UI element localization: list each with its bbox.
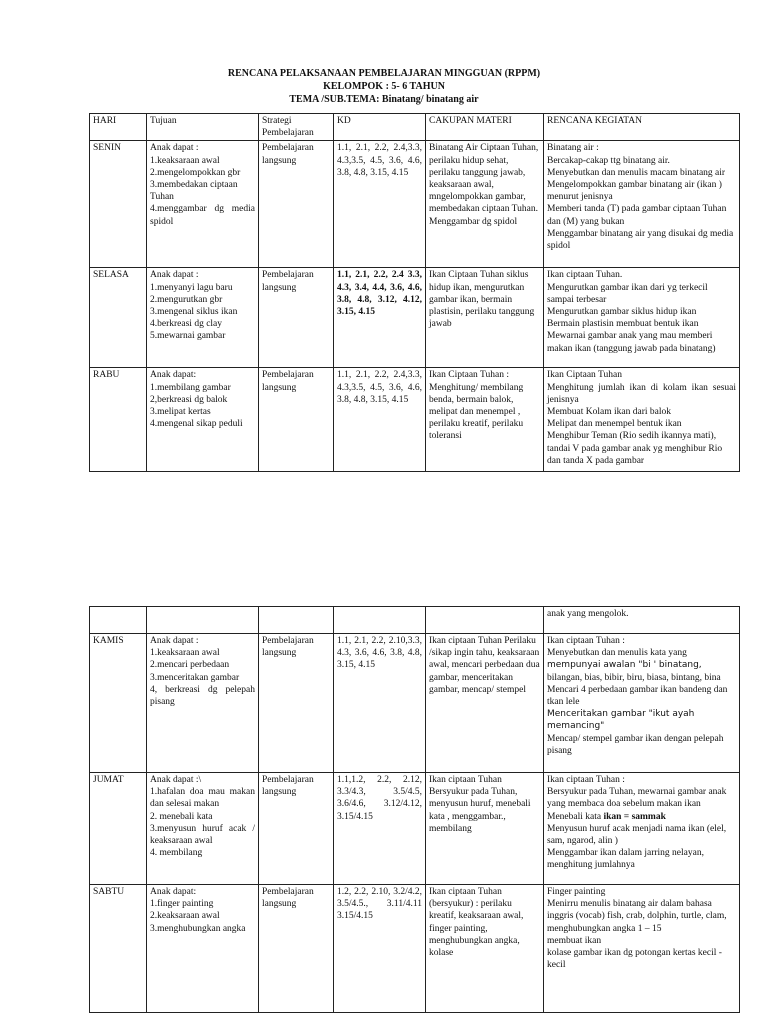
theme-label: TEMA /SUB.TEMA: Binatang/ binatang air [289, 94, 479, 105]
strategi-cell: Pembelajaran langsung [259, 634, 334, 773]
cakupan-cell: Ikan Ciptaan Tuhan siklus hidup ikan, mengurutkan gambar ikan, bermain plastisin, perilaku tanggung jawab [426, 268, 544, 368]
tujuan-cell: Anak dapat: 1.finger painting 2.keaksaraan awal 3.menghubungkan angka [147, 885, 259, 1013]
rencana-cell: Binatang air : Bercakap-cakap ttg binatang air. Menyebutkan dan menulis macam binatang air Mengelompokkan gambar binatang air (ikan ) menurut jenisnya Memberi tanda (T) pada gambar ciptaan Tuhan dan (M) yang bukan Menggambar binatang air yang disukai dg media spidol [544, 141, 740, 268]
cakupan-cell: Ikan ciptaan Tuhan Bersyukur pada Tuhan, menyusun huruf, menebali kata , menggambar., membilang [426, 773, 544, 885]
document-title: RENCANA PELAKSANAAN PEMBELAJARAN MINGGUAN (RPPM) [227, 68, 541, 79]
table-header-row [90, 114, 740, 141]
kd-cell: 1.1, 2.1, 2.2, 2.4,3.3, 4.3,3.5, 4.5, 3.6, 4.6, 3.8, 4.8, 3.15, 4.15 [334, 368, 426, 472]
rencana-cell: Ikan ciptaan Tuhan. Mengurutkan gambar ikan dari yg terkecil sampai terbesar Mengurutkan gambar siklus hidup ikan Bermain plastisin membuat bentuk ikan Mewarnai gambar anak yang mau memberi makan ikan (tanggung jawab pada binatang) [544, 268, 740, 368]
rppm-table-part-2 [89, 606, 740, 1013]
cakupan-cell: Ikan ciptaan Tuhan (bersyukur) : perilaku kreatif, keaksaraan awal, finger painting, menghubungkan angka, kolase [426, 885, 544, 1013]
table-row-senin [90, 141, 740, 268]
rencana-cell: Ikan ciptaan Tuhan : Menyebutkan dan menulis kata yang mempunyai awalan "bi ' binatang, bilangan, bias, bibir, biru, biasa, bintang, bina Mencari 4 perbedaan gambar ikan bandeng dan tkan lele Menceritakan gambar "ikut ayah memancing" Mencap/ stempel gambar ikan dengan pelepah pisang [544, 634, 740, 773]
hari-cell: RABU [90, 368, 147, 472]
table-row-continuation [90, 607, 740, 634]
hari-cell: KAMIS [90, 634, 147, 773]
rencana-cell: Ikan Ciptaan Tuhan Menghitung jumlah ikan di kolam ikan sesuai jenisnya Membuat Kolam ikan dari balok Melipat dan menempel bentuk ikan Menghibur Teman (Rio sedih ikannya mati), tandai V pada gambar anak yg menghibur Rio dan tanda X pada gambar [544, 368, 740, 472]
rencana-cell: Finger painting Menirru menulis binatang air dalam bahasa inggris (vocab) fish, crab, dolphin, turtle, clam, menghubungkan angka 1 – 15 membuat ikan kolase gambar ikan dg potongan kertas kecil - kecil [544, 885, 740, 1013]
rppm-table-part-1 [89, 113, 740, 472]
col-strategi: Strategi Pembelajaran [259, 114, 334, 141]
cakupan-cell: Ikan ciptaan Tuhan Perilaku /sikap ingin tahu, keaksaraan awal, mencari perbedaan dua gambar, menceritakan gambar, mencap/ stempel [426, 634, 544, 773]
rencana-cell: Ikan ciptaan Tuhan : Bersyukur pada Tuhan, mewarnai gambar anak yang membaca doa sebelum makan ikan Menebali kata ikan = sammak Menyusun huruf acak menjadi nama ikan (elel, sam, ngarod, alin ) Menggambar ikan dalam jarring nelayan, menghitung jumlahnya [544, 773, 740, 885]
strategi-cell: Pembelajaran langsung [259, 268, 334, 368]
hari-cell: SABTU [90, 885, 147, 1013]
hari-cell: SENIN [90, 141, 147, 268]
tujuan-cell: Anak dapat : 1.keaksaraan awal 2.mengelompokkan gbr 3.membedakan ciptaan Tuhan 4.menggambar dg media spidol [147, 141, 259, 268]
kd-cell: 1.1, 2.1, 2.2, 2.4,3.3, 4.3,3.5, 4.5, 3.6, 4.6, 3.8, 4.8, 3.15, 4.15 [334, 141, 426, 268]
table-row-selasa [90, 268, 740, 368]
col-cakupan: CAKUPAN MATERI [426, 114, 544, 141]
col-tujuan: Tujuan [147, 114, 259, 141]
table-row-sabtu [90, 885, 740, 1013]
strategi-cell: Pembelajaran langsung [259, 141, 334, 268]
strategi-cell: Pembelajaran langsung [259, 885, 334, 1013]
document-header [0, 67, 768, 106]
tujuan-cell: Anak dapat: 1.membilang gambar 2,berkreasi dg balok 3.melipat kertas 4.mengenal sikap peduli [147, 368, 259, 472]
cakupan-cell: Binatang Air Ciptaan Tuhan, perilaku hidup sehat, perilaku tanggung jawab, keaksaraan awal, mngelompokkan gambar, membedakan ciptaan Tuhan. Menggambar dg spidol [426, 141, 544, 268]
kd-cell: 1.2, 2.2, 2.10, 3.2/4.2, 3.5/4.5., 3.11/4.11 3.15/4.15 [334, 885, 426, 1013]
strategi-cell: Pembelajaran langsung [259, 773, 334, 885]
col-hari: HARI [90, 114, 147, 141]
tujuan-cell: Anak dapat : 1.menyanyi lagu baru 2.mengurutkan gbr 3.mengenal siklus ikan 4.berkreasi dg clay 5.mewarnai gambar [147, 268, 259, 368]
table-row-rabu [90, 368, 740, 472]
table-row-jumat [90, 773, 740, 885]
col-kd: KD [334, 114, 426, 141]
cakupan-cell: Ikan Ciptaan Tuhan : Menghitung/ membilang benda, bermain balok, melipat dan menempel , perilaku kreatif, perilaku toleransi [426, 368, 544, 472]
hari-cell: JUMAT [90, 773, 147, 885]
tujuan-cell: Anak dapat : 1.keaksaraan awal 2.mencari perbedaan 3.menceritakan gambar 4, berkreasi dg pelepah pisang [147, 634, 259, 773]
tujuan-cell: Anak dapat :\ 1.hafalan doa mau makan dan selesai makan 2. menebali kata 3.menyusun huruf acak / keaksaraan awal 4. membilang [147, 773, 259, 885]
hari-cell: SELASA [90, 268, 147, 368]
kd-cell: 1.1, 2.1, 2.2, 2.4 3.3, 4.3, 3.4, 4.4, 3.6, 4.6, 3.8, 4.8, 3.12, 4.12, 3.15, 4.15 [334, 268, 426, 368]
kd-cell: 1.1, 2.1, 2.2, 2.10,3.3, 4.3, 3.6, 4.6, 3.8, 4.8, 3.15, 4.15 [334, 634, 426, 773]
col-rencana: RENCANA KEGIATAN [544, 114, 740, 141]
table-row-kamis [90, 634, 740, 773]
kd-cell: 1.1,1.2, 2.2, 2.12, 3.3/4.3, 3.5/4.5, 3.6/4.6, 3.12/4.12, 3.15/4.15 [334, 773, 426, 885]
rencana-cell: anak yang mengolok. [544, 607, 740, 634]
group-label: KELOMPOK : 5- 6 TAHUN [323, 81, 445, 92]
strategi-cell: Pembelajaran langsung [259, 368, 334, 472]
